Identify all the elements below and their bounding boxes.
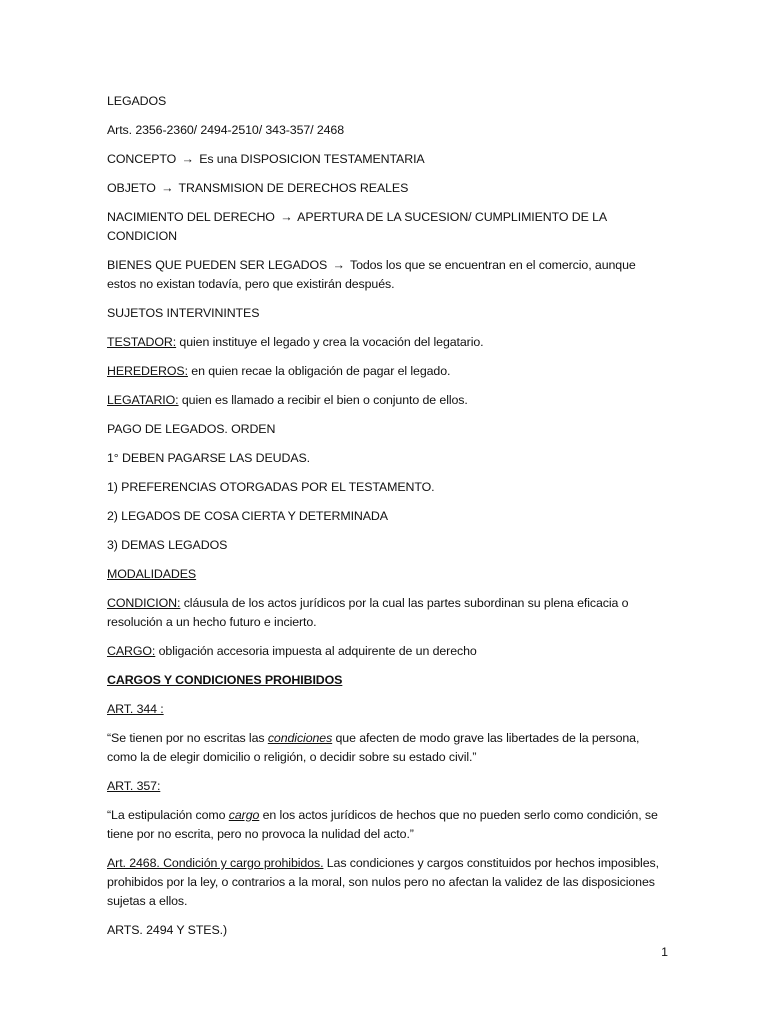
art357-quote-emphasis: cargo: [228, 808, 260, 822]
closing-reference: ARTS. 2494 Y STES.): [107, 923, 228, 937]
art2468-paragraph: [107, 854, 667, 911]
right-arrow-icon: →: [161, 181, 174, 195]
art357-quote-end: en los actos jurídicos de hechos que no pueden serlo como condición, se tiene por no escrita, pero no provoca la nulidad del acto.”: [107, 808, 658, 841]
nacimiento-line: [107, 208, 667, 246]
herederos-term: HEREDEROS:: [107, 364, 188, 378]
art357-quote-start: “La estipulación como: [107, 808, 229, 822]
legatario-definition: [107, 391, 667, 410]
pago-item: 1) PREFERENCIAS OTORGADAS POR EL TESTAMENTO.: [107, 480, 435, 494]
cargo-definition: [107, 642, 667, 661]
bienes-line: [107, 256, 667, 294]
condicion-term: CONDICION:: [107, 596, 181, 610]
right-arrow-icon: →: [280, 210, 293, 224]
art344-heading: ART. 344 :: [107, 702, 164, 716]
art344-quote: [107, 729, 667, 767]
legatario-term: LEGATARIO:: [107, 393, 179, 407]
pago-item: 3) DEMAS LEGADOS: [107, 538, 228, 552]
testador-definition: [107, 333, 667, 352]
document-body: [107, 92, 667, 950]
art2468-heading: Art. 2468. Condición y cargo prohibidos.: [107, 856, 324, 870]
bienes-label: BIENES QUE PUEDEN SER LEGADOS: [107, 258, 328, 272]
objeto-text: TRANSMISION DE DERECHOS REALES: [178, 181, 409, 195]
legatario-text: quien es llamado a recibir el bien o conjunto de ellos.: [178, 393, 468, 407]
art357-quote: [107, 806, 667, 844]
right-arrow-icon: →: [181, 152, 194, 166]
nacimiento-label: NACIMIENTO DEL DERECHO: [107, 210, 275, 224]
art2468-text: Las condiciones y cargos constituidos por hechos imposibles, prohibidos por la ley, o contrarios a la moral, son nulos pero no afectan la validez de las disposiciones sujetas a ellos.: [107, 856, 659, 908]
objeto-label: OBJETO: [107, 181, 156, 195]
testador-text: quien instituye el legado y crea la vocación del legatario.: [176, 335, 484, 349]
bienes-text: Todos los que se encuentran en el comercio, aunque estos no existan todavía, pero que existirán después.: [107, 258, 636, 291]
herederos-definition: [107, 362, 667, 381]
concepto-label: CONCEPTO: [107, 152, 177, 166]
art344-quote-start: “Se tienen por no escritas las: [107, 731, 268, 745]
art344-quote-emphasis: condiciones: [267, 731, 333, 745]
document-title: LEGADOS: [107, 94, 167, 108]
cargo-text: obligación accesoria impuesta al adquirente de un derecho: [155, 644, 477, 658]
right-arrow-icon: →: [332, 258, 345, 272]
herederos-text: en quien recae la obligación de pagar el legado.: [187, 364, 451, 378]
prohibidos-heading: CARGOS Y CONDICIONES PROHIBIDOS: [107, 673, 343, 687]
concepto-text: Es una DISPOSICION TESTAMENTARIA: [199, 152, 425, 166]
condicion-text: cláusula de los actos jurídicos por la cual las partes subordinan su plena eficacia o resolución a un hecho futuro e incierto.: [107, 596, 629, 629]
testador-term: TESTADOR:: [107, 335, 177, 349]
objeto-line: [107, 179, 667, 198]
sujetos-heading: SUJETOS INTERVININTES: [107, 306, 260, 320]
pago-item: 2) LEGADOS DE COSA CIERTA Y DETERMINADA: [107, 509, 388, 523]
art357-heading: ART. 357:: [107, 779, 161, 793]
articles-reference: Arts. 2356-2360/ 2494-2510/ 343-357/ 2468: [107, 123, 345, 137]
pago-heading: PAGO DE LEGADOS. ORDEN: [107, 422, 276, 436]
pago-item: 1° DEBEN PAGARSE LAS DEUDAS.: [107, 451, 310, 465]
condicion-definition: [107, 594, 667, 632]
cargo-term: CARGO:: [107, 644, 156, 658]
nacimiento-text: APERTURA DE LA SUCESION/ CUMPLIMIENTO DE LA CONDICION: [107, 210, 607, 243]
art344-quote-end: que afecten de modo grave las libertades de la persona, como la de elegir domicilio o religión, o decidir sobre su estado civil.”: [107, 731, 640, 764]
concepto-line: [107, 150, 667, 169]
page-number: 1: [661, 945, 668, 959]
modalidades-heading: MODALIDADES: [107, 567, 197, 581]
